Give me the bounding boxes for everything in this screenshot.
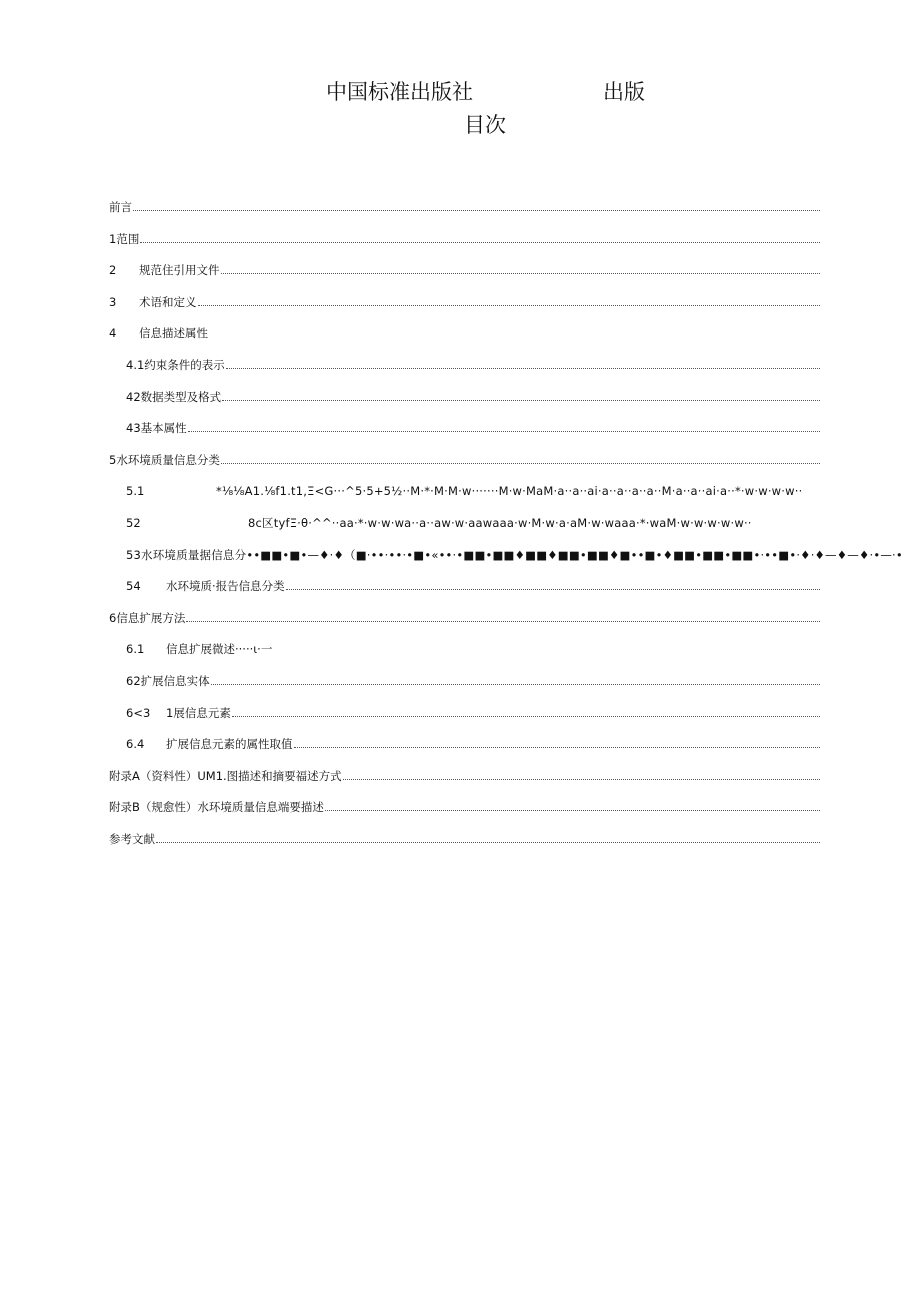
toc-entry-references[interactable] (109, 829, 820, 861)
toc-entry-5-1[interactable] (109, 481, 820, 513)
dot-leader (325, 797, 820, 811)
toc-label: 规范住引用文件 (139, 263, 220, 278)
toc-number: 54 (126, 579, 141, 594)
publisher-name: 中国标准出版社 (326, 80, 473, 104)
toc-label: 扩展信息元素的属性取值 (166, 737, 293, 752)
toc-label: 附录B（规愈性）水环境质量信息端要描述 (109, 800, 324, 815)
toc-entry-classification[interactable] (109, 450, 820, 482)
toc-entry-6-4[interactable] (109, 734, 820, 766)
toc-number: 3 (109, 294, 117, 309)
toc-entry-6-3[interactable] (109, 703, 820, 735)
dot-leader (343, 766, 820, 780)
toc-entry-attributes[interactable] (109, 323, 820, 355)
toc-entry-4-3[interactable] (109, 418, 820, 450)
toc-label: 53水环境质量据信息分••■■•■•—♦·♦（■·••·••·•■•«••·•■■•■■♦■■♦■■•■■♦■••■•♦■■•■■•■■•·••■•·♦·♦—♦—♦·•—·• (126, 547, 903, 562)
toc-entry-5-3[interactable] (109, 545, 903, 577)
dot-leader (232, 703, 820, 717)
toc-entry-6-2[interactable] (109, 671, 820, 703)
dot-leader (198, 292, 821, 306)
dot-leader (226, 355, 820, 369)
toc-label: 43基本属性 (126, 421, 187, 436)
toc-label: 信息描述属性 (139, 326, 208, 341)
toc-label: 62扩展信息实体 (126, 673, 210, 688)
dot-leader (140, 229, 820, 243)
toc-entry-extension[interactable] (109, 608, 820, 640)
toc-entry-foreword[interactable] (109, 197, 820, 229)
dot-leader (222, 387, 820, 401)
toc-entry-scope[interactable] (109, 229, 820, 261)
dot-leader (188, 418, 820, 432)
toc-entry-4-1[interactable] (109, 355, 820, 387)
toc-number: 5.1 (126, 484, 145, 499)
toc-number: 52 (126, 515, 141, 530)
toc-label: 1展信息元素 (166, 705, 231, 720)
toc-label: 参考文献 (109, 831, 155, 846)
toc-label: 8c区tyfΞ·θ·^^··aa·*·w·w·wa··a··aw·w·aawaaa·w·M·w·a·aM·w·waaa·*·waM·w·w·w·w·w·· (248, 515, 752, 530)
dot-leader (186, 608, 820, 622)
toc-entry-appendix-b[interactable] (109, 797, 820, 829)
dot-leader (294, 734, 821, 748)
toc-entry-appendix-a[interactable] (109, 766, 820, 798)
toc-entry-5-4[interactable] (109, 576, 820, 608)
toc-label: 4.1约束条件的表示 (126, 357, 225, 372)
toc-label: 术语和定义 (139, 294, 197, 309)
toc-number: 6.1 (126, 642, 145, 657)
toc-entry-terms[interactable] (109, 292, 820, 324)
toc-label: *⅛⅛A1.⅛f1.t1,Ξ<G···^5·5+5½··M·*·M·M·w·······M·w·MaM·a··a··ai·a··a··a··a··M·a··a··ai·a··*·w·w·w·w·· (216, 484, 803, 499)
toc-entry-6-1[interactable] (109, 639, 820, 671)
toc-label: 42数据类型及格式 (126, 389, 222, 404)
dot-leader (221, 450, 820, 464)
toc-label: 附录A（资料性）UM1.图描述和摘要福述方式 (109, 768, 342, 783)
toc-entry-5-2[interactable] (109, 513, 820, 545)
published-label: 出版 (603, 80, 645, 104)
toc-number: 6.4 (126, 737, 145, 752)
dot-leader (156, 829, 820, 843)
toc-number: 4 (109, 326, 117, 341)
toc-entry-normative-references[interactable] (109, 260, 820, 292)
toc-label: 6信息扩展方法 (109, 610, 186, 625)
toc-label: 前言 (109, 200, 132, 214)
toc-number: 6<3 (126, 705, 151, 720)
dot-leader (221, 260, 821, 274)
toc-number: 2 (109, 263, 117, 278)
dot-leader (133, 197, 820, 211)
table-of-contents (109, 197, 903, 860)
toc-label: 1范围 (109, 231, 140, 246)
dot-leader (211, 671, 820, 685)
toc-title: 目次 (464, 113, 506, 137)
toc-label: 信息扩展微述·····ι·一 (166, 642, 273, 657)
toc-label: 5水环境质量信息分类 (109, 452, 220, 467)
toc-label: 水环境质·报告信息分类 (166, 579, 285, 594)
dot-leader (286, 576, 820, 590)
header-line (0, 78, 920, 106)
toc-entry-4-2[interactable] (109, 387, 820, 419)
